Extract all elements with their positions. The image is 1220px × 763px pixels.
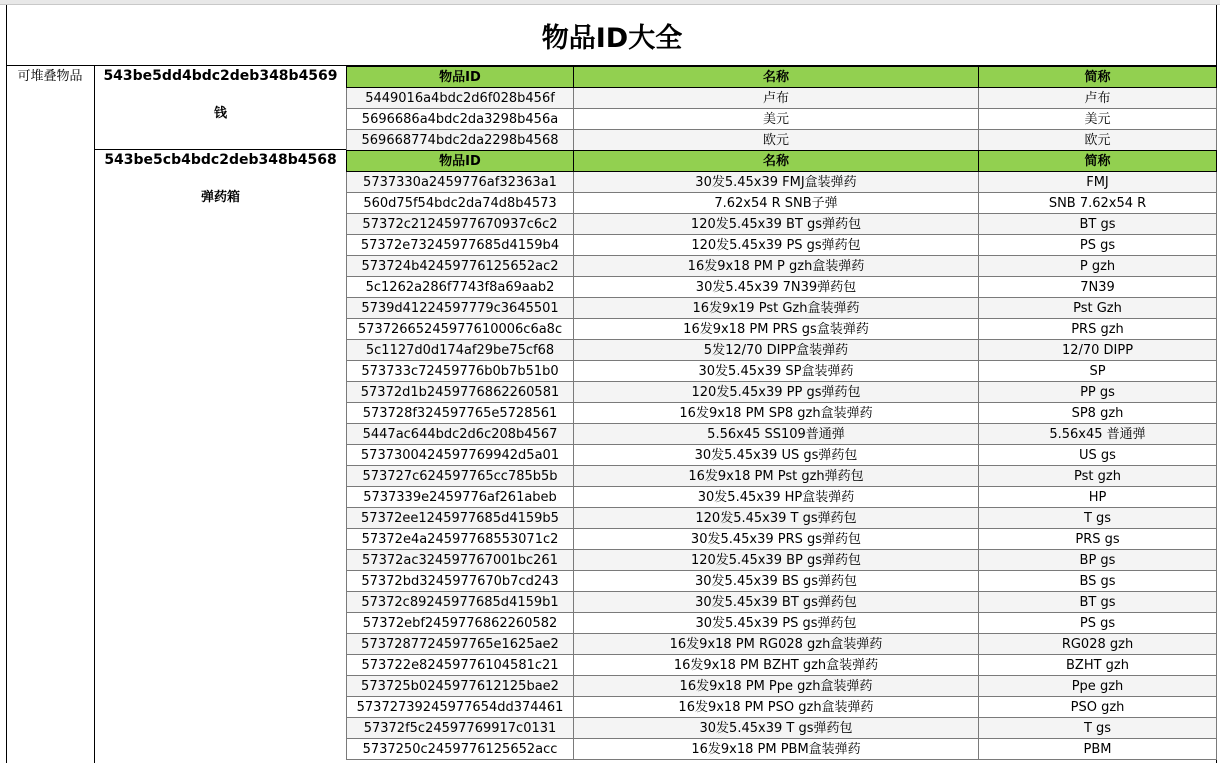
cell-short-name: PS gs	[979, 235, 1217, 256]
cell-item-id: 560d75f54bdc2da74d8b4573	[347, 193, 574, 214]
cell-short-name: 欧元	[979, 130, 1217, 151]
cell-short-name: 5.56x45 普通弹	[979, 424, 1217, 445]
cell-name: 30发5.45x39 PS gs弹药包	[574, 613, 979, 634]
cell-short-name: 12/70 DIPP	[979, 340, 1217, 361]
cell-name: 5发12/70 DIPP盒装弹药	[574, 340, 979, 361]
cell-item-id: 5449016a4bdc2d6f028b456f	[347, 88, 574, 109]
table-row	[347, 634, 1217, 655]
group-name-ammo-box: 弹药箱	[200, 190, 240, 205]
cell-short-name: 美元	[979, 109, 1217, 130]
table-row	[347, 109, 1217, 130]
table-row	[347, 130, 1217, 151]
cell-item-id: 5696686a4bdc2da3298b456a	[347, 109, 574, 130]
cell-name: 16发9x18 PM P gzh盒装弹药	[574, 256, 979, 277]
cell-item-id: 57372665245977610006c6a8c	[347, 319, 574, 340]
cell-item-id: 57372e4a24597768553071c2	[347, 529, 574, 550]
cell-item-id: 57372739245977654dd374461	[347, 697, 574, 718]
table-header-row	[347, 151, 1217, 172]
table-row	[347, 466, 1217, 487]
table-header-row	[347, 67, 1217, 88]
cell-name: 16发9x18 PM BZHT gzh盒装弹药	[574, 655, 979, 676]
cell-item-id: 5737339e2459776af261abeb	[347, 487, 574, 508]
ammo-table	[346, 150, 1217, 760]
header-short-name: 简称	[979, 151, 1217, 172]
cell-item-id: 5739d41224597779c3645501	[347, 298, 574, 319]
cell-short-name: 7N39	[979, 277, 1217, 298]
group-id-ammo-box: 543be5cb4bdc2deb348b4568	[104, 152, 337, 168]
cell-name: 16发9x18 PM Pst gzh弹药包	[574, 466, 979, 487]
cell-short-name: PBM	[979, 739, 1217, 760]
table-row	[347, 529, 1217, 550]
cell-short-name: T gs	[979, 508, 1217, 529]
table-row	[347, 298, 1217, 319]
cell-name: 16发9x19 Pst Gzh盒装弹药	[574, 298, 979, 319]
cell-short-name: 卢布	[979, 88, 1217, 109]
cell-short-name: BP gs	[979, 550, 1217, 571]
cell-name: 美元	[574, 109, 979, 130]
cell-item-id: 5c1127d0d174af29be75cf68	[347, 340, 574, 361]
cell-short-name: PRS gs	[979, 529, 1217, 550]
table-row	[347, 739, 1217, 760]
group-name-money: 钱	[213, 106, 227, 121]
cell-short-name: Ppe gzh	[979, 676, 1217, 697]
table-row	[347, 319, 1217, 340]
table-row	[347, 193, 1217, 214]
cell-name: 16发9x18 PM PSO gzh盒装弹药	[574, 697, 979, 718]
cell-name: 120发5.45x39 BT gs弹药包	[574, 214, 979, 235]
cell-item-id: 573733c72459776b0b7b51b0	[347, 361, 574, 382]
table-row	[347, 235, 1217, 256]
cell-short-name: PP gs	[979, 382, 1217, 403]
cell-name: 16发9x18 PM RG028 gzh盒装弹药	[574, 634, 979, 655]
cell-short-name: Pst gzh	[979, 466, 1217, 487]
table-row	[347, 718, 1217, 739]
cell-item-id: 57372bd3245977670b7cd243	[347, 571, 574, 592]
cell-item-id: 569668774bdc2da2298b4568	[347, 130, 574, 151]
cell-name: 16发9x18 PM PBM盒装弹药	[574, 739, 979, 760]
cell-short-name: PRS gzh	[979, 319, 1217, 340]
cell-item-id: 57372d1b2459776862260581	[347, 382, 574, 403]
cell-short-name: SP8 gzh	[979, 403, 1217, 424]
cell-name: 卢布	[574, 88, 979, 109]
cell-short-name: BT gs	[979, 592, 1217, 613]
table-row	[347, 340, 1217, 361]
cell-name: 30发5.45x39 US gs弹药包	[574, 445, 979, 466]
table-row	[347, 403, 1217, 424]
table-row	[347, 256, 1217, 277]
cell-name: 欧元	[574, 130, 979, 151]
table-row	[347, 424, 1217, 445]
ammo-table-body	[347, 151, 1217, 760]
header-name: 名称	[574, 151, 979, 172]
cell-item-id: 5737250c2459776125652acc	[347, 739, 574, 760]
cell-short-name: PS gs	[979, 613, 1217, 634]
table-row	[347, 277, 1217, 298]
cell-short-name: RG028 gzh	[979, 634, 1217, 655]
cell-item-id: 5c1262a286f7743f8a69aab2	[347, 277, 574, 298]
table-row	[347, 445, 1217, 466]
cell-name: 30发5.45x39 BT gs弹药包	[574, 592, 979, 613]
cell-name: 30发5.45x39 SP盒装弹药	[574, 361, 979, 382]
table-row	[347, 361, 1217, 382]
page-title: 物品ID大全	[6, 5, 1217, 65]
cell-item-id: 57372ac324597767001bc261	[347, 550, 574, 571]
cell-name: 30发5.45x39 7N39弹药包	[574, 277, 979, 298]
header-item-id: 物品ID	[347, 151, 574, 172]
cell-short-name: T gs	[979, 718, 1217, 739]
cell-name: 16发9x18 PM PRS gs盒装弹药	[574, 319, 979, 340]
cell-item-id: 5447ac644bdc2d6c208b4567	[347, 424, 574, 445]
category-label: 可堆叠物品	[17, 69, 83, 84]
money-table	[346, 66, 1217, 151]
cell-name: 7.62x54 R SNB子弹	[574, 193, 979, 214]
cell-short-name: SP	[979, 361, 1217, 382]
cell-name: 30发5.45x39 PRS gs弹药包	[574, 529, 979, 550]
cell-item-id: 5737330a2459776af32363a1	[347, 172, 574, 193]
cell-short-name: BZHT gzh	[979, 655, 1217, 676]
table-row	[347, 592, 1217, 613]
cell-short-name: Pst Gzh	[979, 298, 1217, 319]
cell-item-id: 57372c21245977670937c6c2	[347, 214, 574, 235]
table-row	[347, 214, 1217, 235]
table-row	[347, 697, 1217, 718]
cell-item-id: 573728f324597765e5728561	[347, 403, 574, 424]
cell-item-id: 5737300424597769942d5a01	[347, 445, 574, 466]
table-row	[347, 172, 1217, 193]
table-row	[347, 382, 1217, 403]
cell-name: 16发9x18 PM Ppe gzh盒装弹药	[574, 676, 979, 697]
cell-short-name: P gzh	[979, 256, 1217, 277]
table-row	[347, 571, 1217, 592]
cell-item-id: 57372e73245977685d4159b4	[347, 235, 574, 256]
table-row	[347, 508, 1217, 529]
cell-name: 30发5.45x39 HP盒装弹药	[574, 487, 979, 508]
group-id-money: 543be5dd4bdc2deb348b4569	[103, 68, 338, 84]
cell-short-name: US gs	[979, 445, 1217, 466]
cell-item-id: 5737287724597765e1625ae2	[347, 634, 574, 655]
table-row	[347, 655, 1217, 676]
cell-short-name: PSO gzh	[979, 697, 1217, 718]
cell-item-id: 573727c624597765cc785b5b	[347, 466, 574, 487]
cell-short-name: FMJ	[979, 172, 1217, 193]
cell-name: 120发5.45x39 BP gs弹药包	[574, 550, 979, 571]
cell-name: 30发5.45x39 BS gs弹药包	[574, 571, 979, 592]
cell-name: 120发5.45x39 T gs弹药包	[574, 508, 979, 529]
header-item-id: 物品ID	[347, 67, 574, 88]
cell-item-id: 573724b42459776125652ac2	[347, 256, 574, 277]
table-row	[347, 550, 1217, 571]
cell-short-name: SNB 7.62x54 R	[979, 193, 1217, 214]
table-row	[347, 88, 1217, 109]
cell-item-id: 57372c89245977685d4159b1	[347, 592, 574, 613]
cell-name: 120发5.45x39 PS gs弹药包	[574, 235, 979, 256]
header-short-name: 简称	[979, 67, 1217, 88]
cell-item-id: 57372ebf2459776862260582	[347, 613, 574, 634]
table-row	[347, 487, 1217, 508]
table-row	[347, 676, 1217, 697]
cell-name: 5.56x45 SS109普通弹	[574, 424, 979, 445]
cell-short-name: HP	[979, 487, 1217, 508]
cell-name: 120发5.45x39 PP gs弹药包	[574, 382, 979, 403]
table-row	[347, 613, 1217, 634]
cell-item-id: 57372ee1245977685d4159b5	[347, 508, 574, 529]
cell-name: 30发5.45x39 T gs弹药包	[574, 718, 979, 739]
money-table-body	[347, 67, 1217, 151]
cell-short-name: BS gs	[979, 571, 1217, 592]
left-border	[6, 5, 7, 763]
cell-name: 16发9x18 PM SP8 gzh盒装弹药	[574, 403, 979, 424]
cell-short-name: BT gs	[979, 214, 1217, 235]
cell-item-id: 57372f5c24597769917c0131	[347, 718, 574, 739]
cell-item-id: 573722e82459776104581c21	[347, 655, 574, 676]
cell-item-id: 573725b0245977612125bae2	[347, 676, 574, 697]
header-name: 名称	[574, 67, 979, 88]
cell-name: 30发5.45x39 FMJ盒装弹药	[574, 172, 979, 193]
